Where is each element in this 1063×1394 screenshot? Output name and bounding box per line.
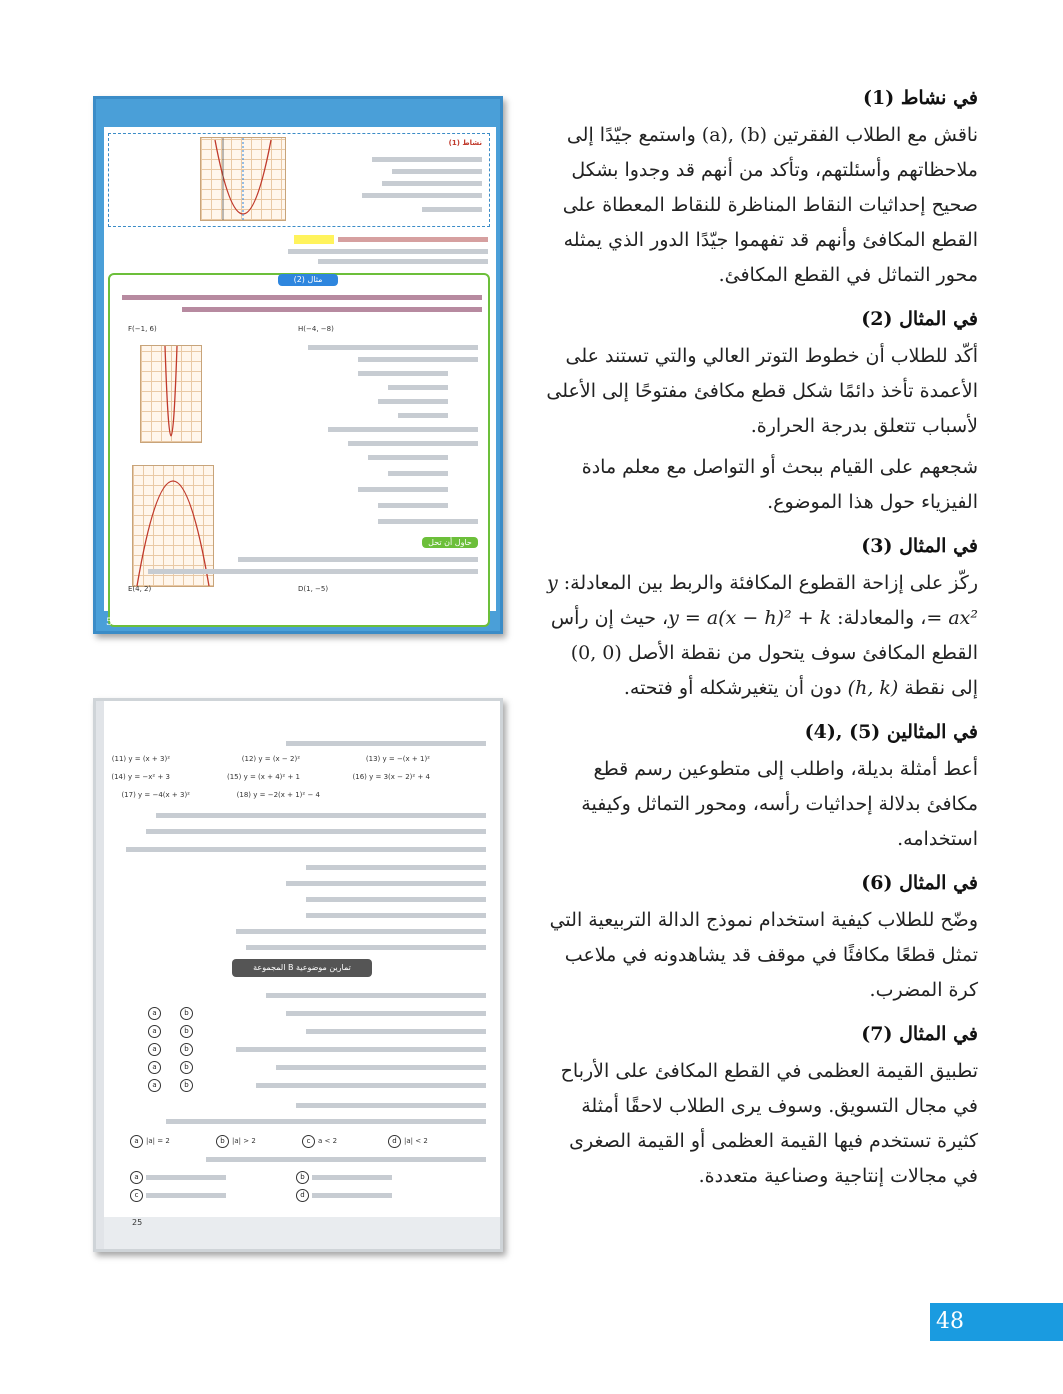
group-banner: المجموعة B تمارين موضوعية [232, 959, 372, 977]
thumbnail-frame [96, 701, 104, 1249]
parabola-up-plot [141, 346, 201, 442]
text-line [182, 307, 482, 312]
text-line [286, 1011, 486, 1016]
choice-b[interactable]: b [180, 1007, 193, 1020]
choice-b[interactable]: b [180, 1079, 193, 1092]
section-title: في المثال (6) [861, 872, 978, 894]
point-d: D(1, −5) [298, 585, 329, 593]
text-line [236, 1047, 486, 1052]
text-line [382, 181, 482, 186]
text-line [122, 295, 482, 300]
text-line [398, 413, 448, 418]
text-line [126, 847, 486, 852]
text-line [312, 1193, 392, 1198]
text-line [358, 487, 448, 492]
exercise-12: (12) y = (x − 2)² [241, 755, 300, 763]
text-line [318, 259, 488, 264]
choice-d[interactable]: d [296, 1189, 309, 1202]
note-highlight [294, 235, 334, 244]
text-line [378, 503, 448, 508]
choice-a[interactable]: a [148, 1007, 161, 1020]
choice-a[interactable]: a [148, 1079, 161, 1092]
choice-c[interactable]: c [302, 1135, 315, 1148]
thumbnail-page-label: 25 [132, 1218, 143, 1227]
section-title: في المثال (2) [861, 308, 978, 330]
section-example-2 [540, 305, 978, 520]
text-line [148, 569, 478, 574]
choice-b[interactable]: b [180, 1043, 193, 1056]
equation-vertex-form: y = a(x − h)² + k [668, 607, 832, 629]
point-h: H(−4, −8) [298, 325, 334, 333]
section-paragraph: وضّح للطلاب كيفية استخدام نموذج الدالة التربيعية التي تمثل قطعًا مكافئًا في موقف قد يشاهدونه في ملاعب كرة المضرب. [549, 909, 978, 1001]
section-paragraph: تطبيق القيمة العظمى في القطع المكافئ على الأرباح في مجال التسويق. وسوف يرى الطلاب لاحقًا أمثلة كثيرة تستخدم فيها القيمة العظمى أو القيمة الصغرى في مجالات إنتاجية وصناعية متعددة. [560, 1060, 978, 1187]
vertex-point: (h, k) [847, 677, 899, 699]
text-line [422, 207, 482, 212]
choice-b[interactable]: b [180, 1061, 193, 1074]
exercise-17: (17) y = −4(x + 3)² [121, 791, 190, 799]
text-part: ، حيث إن رأس القطع المكافئ سوف يتحول من نقطة الأصل (0 ,0) إلى نقطة [550, 607, 978, 699]
section-title: في المثالين (5) ,(4) [804, 721, 978, 743]
text-line [388, 385, 448, 390]
choice-a[interactable]: a [148, 1025, 161, 1038]
text-line [306, 913, 486, 918]
exercise-18: (18) y = −2(x + 1)² − 4 [236, 791, 320, 799]
example-box [108, 273, 490, 627]
choice-c[interactable]: c [130, 1189, 143, 1202]
text-line [236, 929, 486, 934]
teacher-guide [540, 84, 978, 1206]
choice-a[interactable]: a [148, 1043, 161, 1056]
choice-text: |a| > 2 [232, 1137, 256, 1145]
text-line [358, 371, 448, 376]
page-number: 48 [930, 1303, 1063, 1341]
point-e: E(4, 2) [128, 585, 152, 593]
text-line [256, 1083, 486, 1088]
text-line [378, 519, 478, 524]
activity-box [108, 133, 490, 227]
choice-b[interactable]: b [180, 1025, 193, 1038]
text-part: ، والمعادلة: [837, 607, 927, 629]
exercise-11: (11) y = (x + 3)² [111, 755, 170, 763]
text-line [392, 169, 482, 174]
section-example-6 [540, 869, 978, 1008]
text-line [388, 471, 448, 476]
text-line [246, 945, 486, 950]
activity-title: نشاط (1) [448, 139, 482, 147]
thumbnail-footer [104, 1217, 503, 1249]
section-example-3 [540, 532, 978, 706]
section-examples-4-5 [540, 718, 978, 857]
text-line [362, 193, 482, 198]
text-line [238, 557, 478, 562]
text-line [288, 249, 488, 254]
text-line [312, 1175, 392, 1180]
text-line [146, 1175, 226, 1180]
thumbnail-content [104, 127, 496, 611]
text-part: ركّز على إزاحة القطوع المكافئة والربط بين المعادلة: [563, 572, 978, 594]
section-paragraph: أكّد للطلاب أن خطوط التوتر العالي والتي تستند على الأعمدة تأخذ دائمًا شكل قطع مكافئ مفتوحًا إلى الأعلى لأسباب تتعلق بدرجة الحرارة. [546, 345, 978, 437]
choice-a[interactable]: a [130, 1135, 143, 1148]
try-title: حاول أن تحل [422, 537, 478, 548]
choice-text: |a| < 2 [404, 1137, 428, 1145]
text-line [372, 157, 482, 162]
text-line [266, 993, 486, 998]
exercise-16: (16) y = 3(x − 2)² + 4 [352, 773, 430, 781]
thumbnail-page-label: 57 [106, 617, 119, 628]
choice-a[interactable]: a [130, 1171, 143, 1184]
text-line [368, 455, 448, 460]
equation-standard: y = ax² [546, 572, 978, 629]
choice-text: a < 2 [318, 1137, 338, 1145]
text-line [306, 1029, 486, 1034]
text-line [358, 357, 478, 362]
text-line [378, 399, 448, 404]
parabola-down-plot [133, 466, 213, 586]
text-line [348, 441, 478, 446]
text-line [306, 897, 486, 902]
text-line [296, 1103, 486, 1108]
text-line [166, 1119, 486, 1124]
section-paragraph [540, 566, 978, 706]
choice-a[interactable]: a [148, 1061, 161, 1074]
choice-b[interactable]: b [216, 1135, 229, 1148]
section-example-7 [540, 1020, 978, 1194]
student-page-thumbnail-bottom [93, 698, 503, 1252]
text-line [156, 813, 486, 818]
point-f: F(−1, 6) [128, 325, 157, 333]
example-title: مثال (2) [278, 274, 338, 286]
activity-graph [200, 137, 286, 221]
section-title: في المثال (3) [861, 535, 978, 557]
text-line [206, 1157, 486, 1162]
section-activity-1 [540, 84, 978, 293]
section-paragraph: أعط أمثلة بديلة، واطلب إلى متطوعين رسم قطع مكافئ بدلالة إحداثيات رأسه، ومحور التماثل وكيفية استخدامه. [581, 758, 978, 850]
section-title: في المثال (7) [861, 1023, 978, 1045]
exercise-14: (14) y = −x² + 3 [111, 773, 170, 781]
text-line [338, 237, 488, 242]
example-graph-1 [140, 345, 202, 443]
text-line [328, 427, 478, 432]
student-page-thumbnail-top [93, 96, 503, 634]
exercise-15: (15) y = (x + 4)² + 1 [226, 773, 300, 781]
choice-b[interactable]: b [296, 1171, 309, 1184]
text-line [308, 345, 478, 350]
text-line [146, 1193, 226, 1198]
section-paragraph: شجعهم على القيام ببحث أو التواصل مع معلم مادة الفيزياء حول هذا الموضوع. [581, 456, 978, 513]
parabola-plot [201, 138, 285, 220]
choice-d[interactable]: d [388, 1135, 401, 1148]
section-paragraph: ناقش مع الطلاب الفقرتين (b) ,(a) واستمع جيّدًا إلى ملاحظاتهم وأسئلتهم، وتأكد من أنهم قد وجدوا بشكل صحيح إحداثيات النقاط المناظرة للنقاط المعطاة على القطع المكافئ وأنهم قد تفهموا جيّدًا الدور الذي يمثله محور التماثل في القطع المكافئ. [562, 124, 978, 286]
choice-text: |a| = 2 [146, 1137, 170, 1145]
text-line [286, 881, 486, 886]
section-title: في نشاط (1) [863, 87, 978, 109]
text-line [276, 1065, 486, 1070]
text-line [286, 741, 486, 746]
exercise-13: (13) y = −(x + 1)² [365, 755, 430, 763]
text-part: دون أن يتغيرشكله أو فتحته. [623, 677, 842, 699]
text-line [146, 829, 486, 834]
text-line [306, 865, 486, 870]
